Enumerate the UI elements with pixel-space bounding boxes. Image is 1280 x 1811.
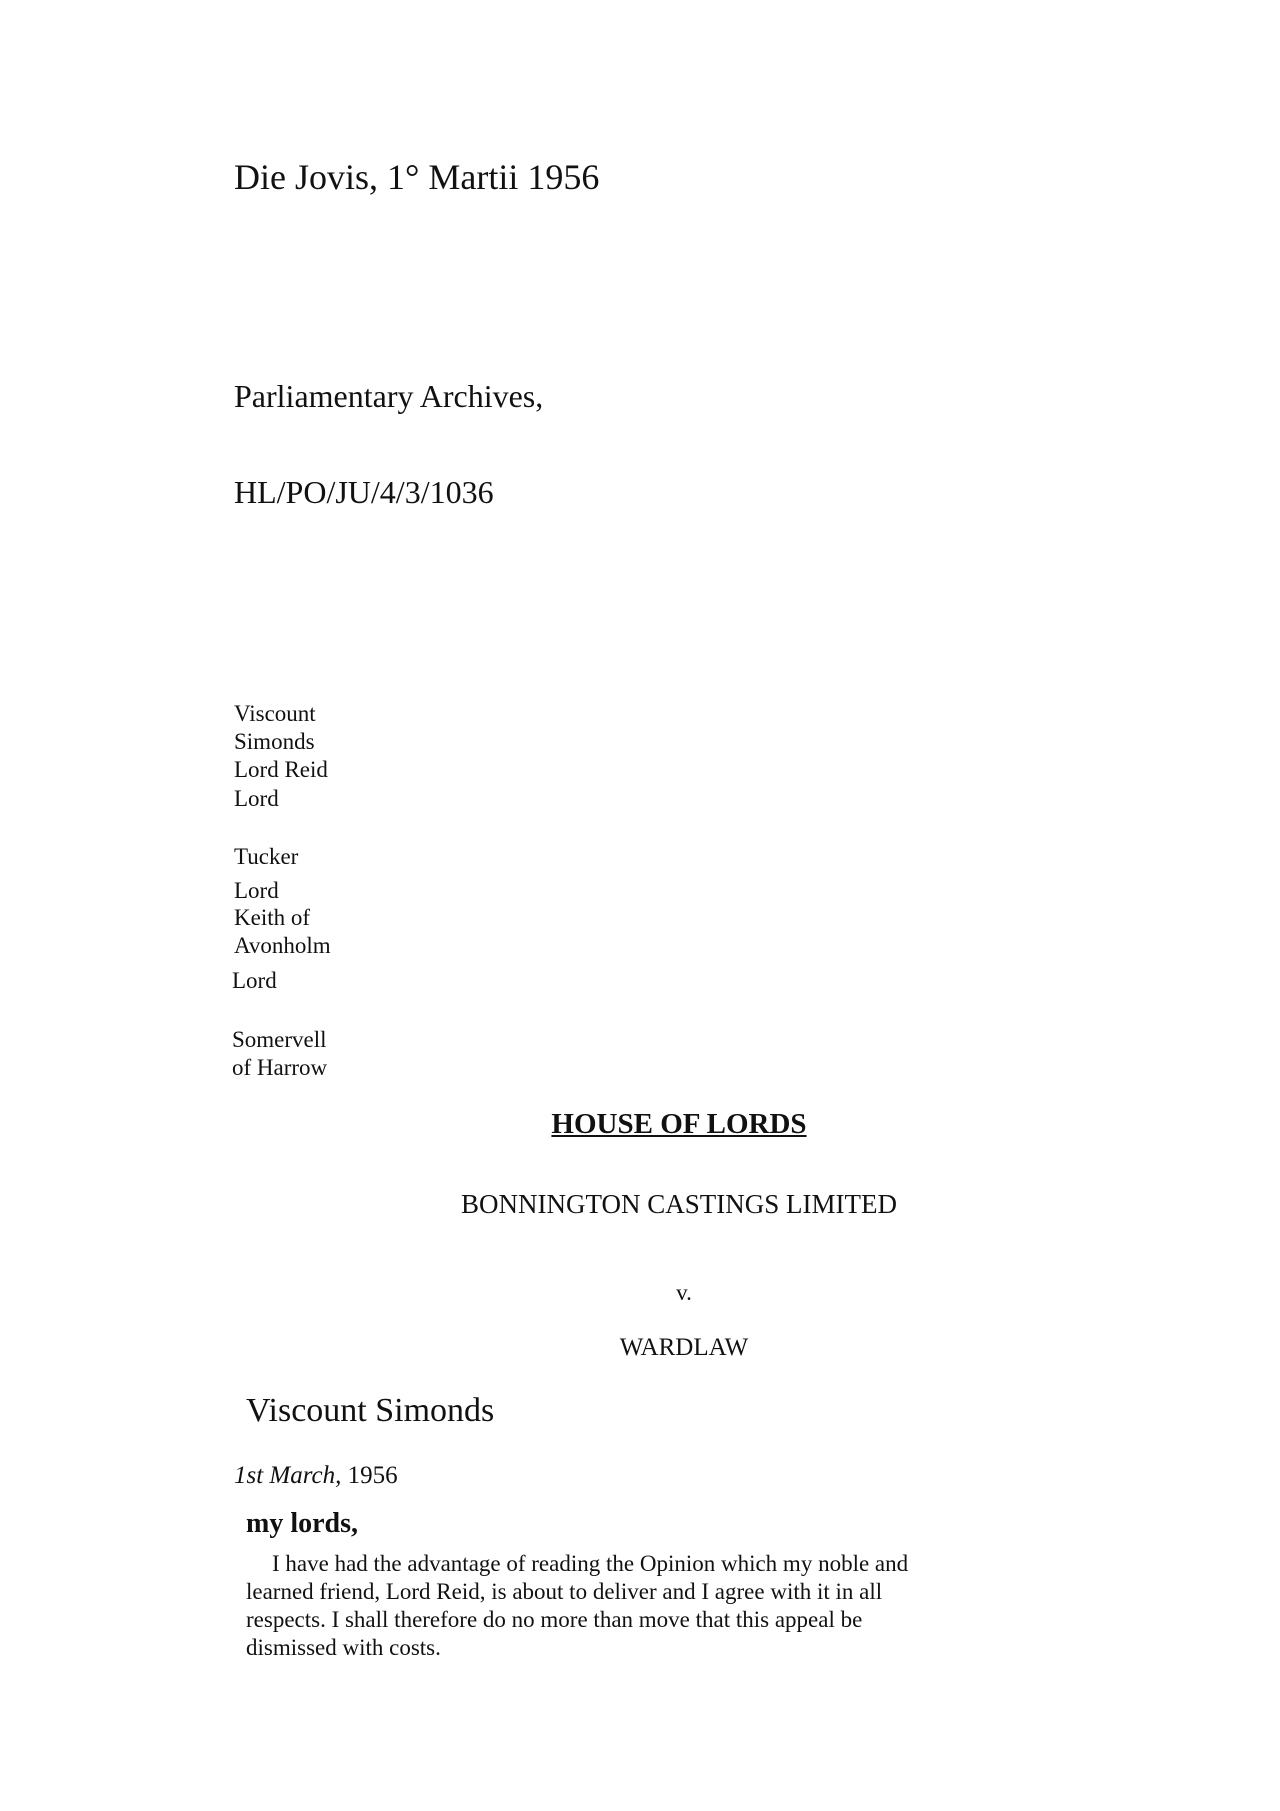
- lord-line: Lord: [232, 968, 277, 993]
- archives-label: Parliamentary Archives,: [234, 378, 544, 414]
- opinion-paragraph: I have had the advantage of reading the Opinion which my noble and learned friend, Lord Reid, is about to deliver and I agree with it in all respects. I shall therefore do no more than move that this appeal be dismissed with costs.: [246, 1551, 909, 1660]
- opinion-date-day: 1st March,: [234, 1462, 342, 1489]
- lord-line: Avonholm: [234, 933, 331, 958]
- latin-date: Die Jovis, 1° Martii 1956: [234, 157, 600, 197]
- lord-line: Lord Reid: [234, 757, 328, 782]
- appellant-name: BONNINGTON CASTINGS LIMITED: [461, 1189, 897, 1219]
- lord-line: Lord: [234, 786, 279, 811]
- lord-line: Lord: [234, 878, 279, 903]
- speaker-name: Viscount Simonds: [246, 1392, 495, 1429]
- opinion-date-year: 1956: [347, 1462, 398, 1489]
- lord-line: Keith of: [234, 905, 311, 930]
- lord-line: Tucker: [234, 844, 299, 869]
- court-heading: HOUSE OF LORDS: [551, 1108, 807, 1140]
- archive-reference: HL/PO/JU/4/3/1036: [234, 474, 494, 510]
- lord-line: Viscount: [234, 701, 316, 726]
- respondent-name: WARDLAW: [619, 1334, 749, 1361]
- lord-line: Simonds: [234, 729, 315, 754]
- lord-line: Somervell: [232, 1027, 327, 1052]
- salutation: my lords,: [246, 1508, 358, 1539]
- opinion-date: [234, 1462, 398, 1490]
- versus-label: v.: [676, 1280, 692, 1305]
- lord-line: of Harrow: [232, 1055, 328, 1080]
